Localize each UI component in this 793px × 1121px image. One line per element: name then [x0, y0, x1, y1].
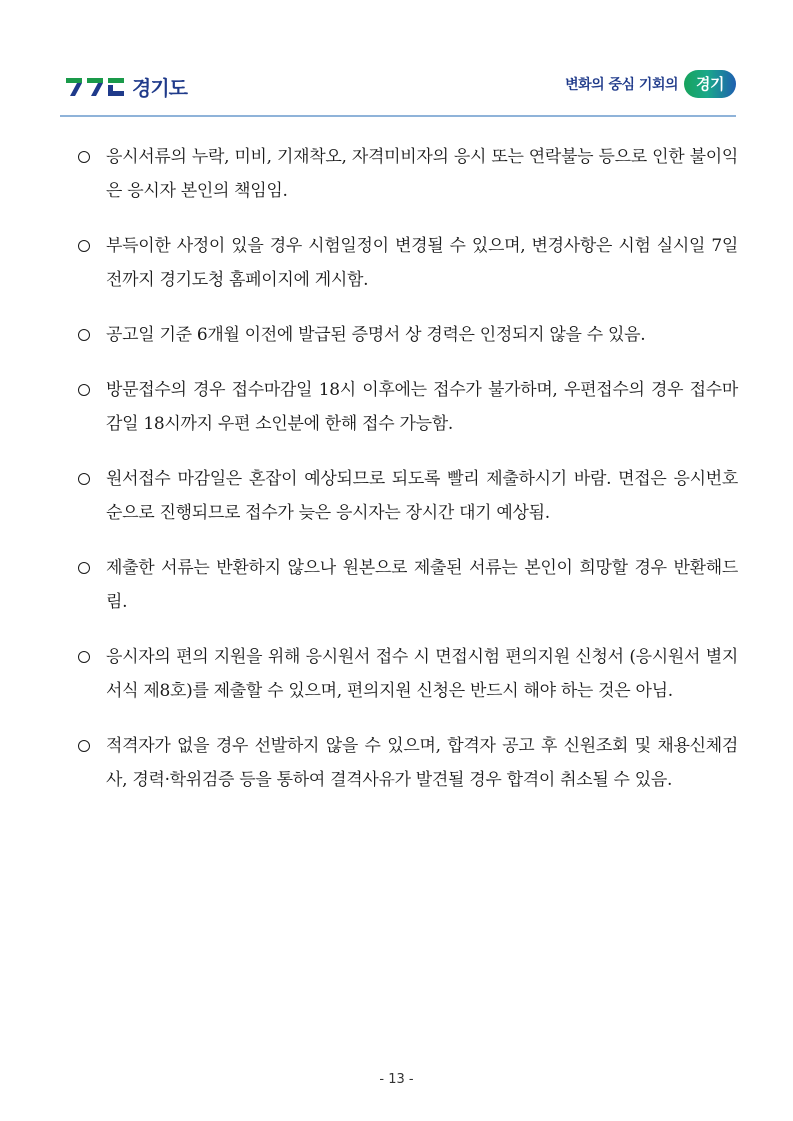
- notice-item-text: 적격자가 없을 경우 선발하지 않을 수 있으며, 합격자 공고 후 신원조회 및 채용신체검사, 경력·학위검증 등을 통하여 결격사유가 발견될 경우 합격이 취소될 수 있음.: [106, 736, 738, 790]
- hollow-circle-bullet-icon: [78, 384, 90, 396]
- hollow-circle-bullet-icon: [78, 473, 90, 485]
- hollow-circle-bullet-icon: [78, 651, 90, 663]
- notice-item-text: 방문접수의 경우 접수마감일 18시 이후에는 접수가 불가하며, 우편접수의 경우 접수마감일 18시까지 우편 소인분에 한해 접수 가능함.: [106, 380, 738, 434]
- page-header: [60, 62, 736, 112]
- notice-item-text: 부득이한 사정이 있을 경우 시험일정이 변경될 수 있으며, 변경사항은 시험 실시일 7일 전까지 경기도청 홈페이지에 게시함.: [106, 236, 738, 290]
- slogan-text: 변화의 중심 기회의: [565, 77, 679, 93]
- notice-item: [74, 140, 738, 208]
- notice-item: [74, 462, 738, 530]
- notice-item: [74, 318, 738, 352]
- notice-item: [74, 729, 738, 797]
- hollow-circle-bullet-icon: [78, 151, 90, 163]
- notice-item-text: 공고일 기준 6개월 이전에 발급된 증명서 상 경력은 인정되지 않을 수 있음.: [106, 325, 646, 345]
- slogan-badge: 경기: [684, 70, 736, 98]
- header-divider: [60, 115, 736, 117]
- notice-item: [74, 373, 738, 441]
- notice-item-text: 제출한 서류는 반환하지 않으나 원본으로 제출된 서류는 본인이 희망할 경우 반환해드림.: [106, 558, 738, 612]
- logo-text: 경기도: [132, 76, 187, 100]
- page-number: - 13 -: [379, 1072, 414, 1087]
- hollow-circle-bullet-icon: [78, 740, 90, 752]
- gyeonggi-logo-icon: [66, 76, 126, 98]
- slogan: [565, 70, 736, 98]
- hollow-circle-bullet-icon: [78, 329, 90, 341]
- gyeonggi-logo: [66, 72, 187, 101]
- notice-item: [74, 640, 738, 708]
- notice-item-text: 응시자의 편의 지원을 위해 응시원서 접수 시 면접시험 편의지원 신청서 (응시원서 별지서식 제8호)를 제출할 수 있으며, 편의지원 신청은 반드시 해야 하는 것은 아님.: [106, 647, 738, 701]
- notice-item: [74, 551, 738, 619]
- notice-item-text: 원서접수 마감일은 혼잡이 예상되므로 되도록 빨리 제출하시기 바람. 면접은 응시번호 순으로 진행되므로 접수가 늦은 응시자는 장시간 대기 예상됨.: [106, 469, 738, 523]
- hollow-circle-bullet-icon: [78, 240, 90, 252]
- hollow-circle-bullet-icon: [78, 562, 90, 574]
- notice-list: [74, 140, 738, 818]
- notice-item: [74, 229, 738, 297]
- notice-item-text: 응시서류의 누락, 미비, 기재착오, 자격미비자의 응시 또는 연락불능 등으로 인한 불이익은 응시자 본인의 책임임.: [106, 147, 738, 201]
